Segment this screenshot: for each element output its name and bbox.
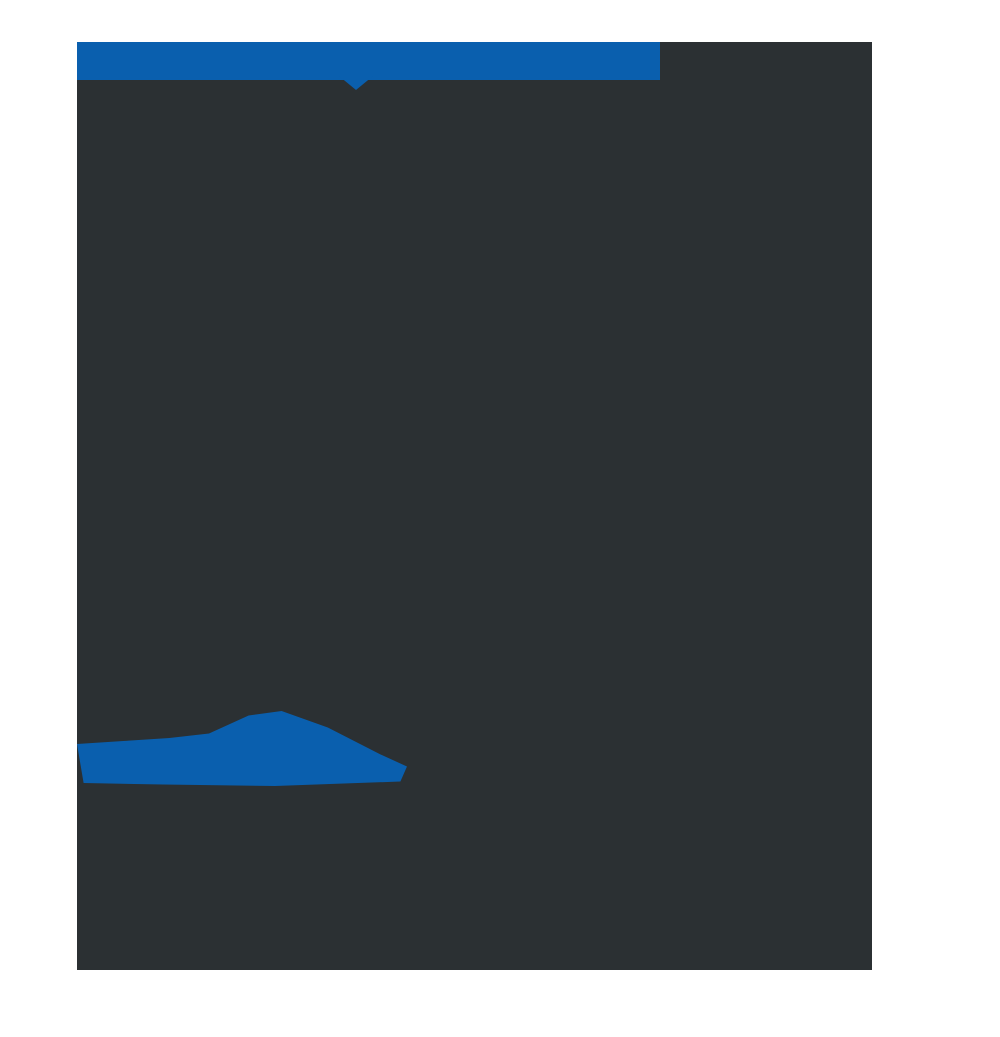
application-window	[77, 42, 872, 970]
title-bar[interactable]	[77, 42, 660, 80]
title-bar-notch	[339, 76, 373, 90]
title-bar-label	[87, 51, 647, 71]
highlighted-selection-label	[85, 730, 395, 774]
